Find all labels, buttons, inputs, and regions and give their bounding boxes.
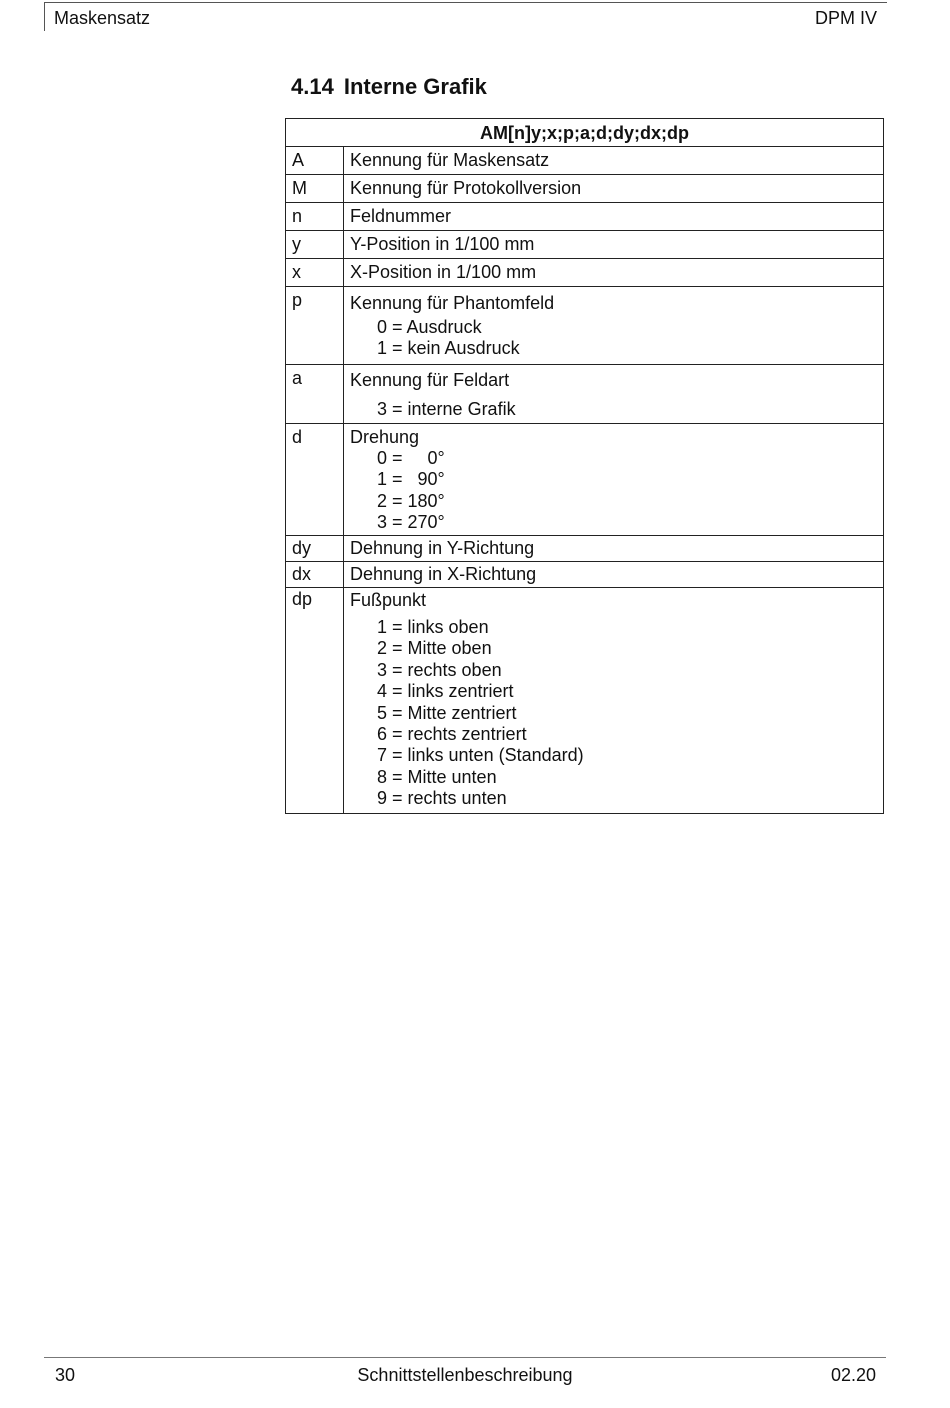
param-desc: Kennung für Feldart [350, 370, 510, 390]
param-option: 0 = 0° [377, 448, 445, 468]
section-title [291, 74, 487, 100]
table-row [286, 364, 883, 423]
table-row [286, 146, 883, 174]
table-row [286, 423, 883, 535]
param-desc: Fußpunkt [350, 590, 427, 610]
param-option: 3 = rechts oben [377, 659, 502, 680]
param-option: 1 = kein Ausdruck [377, 338, 520, 359]
footer-version: 02.20 [830, 1365, 876, 1385]
page-number: 30 [55, 1365, 76, 1385]
header-chapter: Maskensatz [54, 8, 151, 28]
param-key: y [286, 231, 344, 258]
param-desc: Feldnummer [350, 206, 452, 226]
param-key: A [286, 147, 344, 174]
param-option: 1 = 90° [377, 469, 445, 490]
param-key: M [286, 175, 344, 202]
section-title-text: Interne Grafik [343, 74, 487, 99]
param-option: 3 = 270° [377, 512, 445, 533]
param-cell [344, 365, 883, 423]
param-key: x [286, 259, 344, 286]
param-key: a [286, 365, 344, 423]
param-desc: Drehung [350, 427, 420, 447]
param-option: 2 = 180° [377, 490, 445, 511]
param-option: 9 = rechts unten [377, 788, 507, 809]
page-header [44, 2, 887, 31]
param-key: dp [286, 588, 344, 813]
param-key: dy [286, 536, 344, 561]
param-desc: Kennung für Phantomfeld [350, 293, 555, 313]
param-desc: Kennung für Maskensatz [350, 150, 550, 170]
param-desc: Dehnung in Y-Richtung [350, 538, 535, 558]
param-option: 3 = interne Grafik [377, 399, 516, 419]
table-row [286, 535, 883, 561]
param-option: 1 = links oben [377, 617, 489, 637]
param-option: 4 = links zentriert [377, 681, 514, 702]
param-desc: Kennung für Protokollversion [350, 178, 582, 198]
parameter-table [285, 118, 884, 814]
param-desc: Y-Position in 1/100 mm [350, 234, 535, 254]
param-cell [344, 287, 883, 364]
section-number: 4.14 [291, 74, 334, 99]
page-footer [44, 1357, 886, 1385]
param-option: 6 = rechts zentriert [377, 724, 527, 745]
header-product: DPM IV [814, 8, 877, 28]
table-row [286, 258, 883, 286]
table-row [286, 561, 883, 587]
table-heading: AM[n]y;x;p;a;d;dy;dx;dp [480, 123, 689, 143]
param-option: 5 = Mitte zentriert [377, 702, 517, 723]
param-cell [344, 588, 883, 813]
param-key: p [286, 287, 344, 364]
param-option: 8 = Mitte unten [377, 766, 497, 787]
table-row [286, 587, 883, 813]
param-desc: Dehnung in X-Richtung [350, 564, 537, 584]
param-option: 2 = Mitte oben [377, 638, 492, 659]
param-option: 7 = links unten (Standard) [377, 745, 584, 766]
table-row [286, 230, 883, 258]
footer-title: Schnittstellenbeschreibung [357, 1365, 573, 1385]
param-option: 0 = Ausdruck [377, 317, 482, 337]
table-row [286, 202, 883, 230]
param-cell [344, 424, 883, 535]
param-key: d [286, 424, 344, 535]
param-key: dx [286, 562, 344, 587]
param-desc: X-Position in 1/100 mm [350, 262, 537, 282]
param-key: n [286, 203, 344, 230]
table-row [286, 286, 883, 364]
table-row [286, 174, 883, 202]
